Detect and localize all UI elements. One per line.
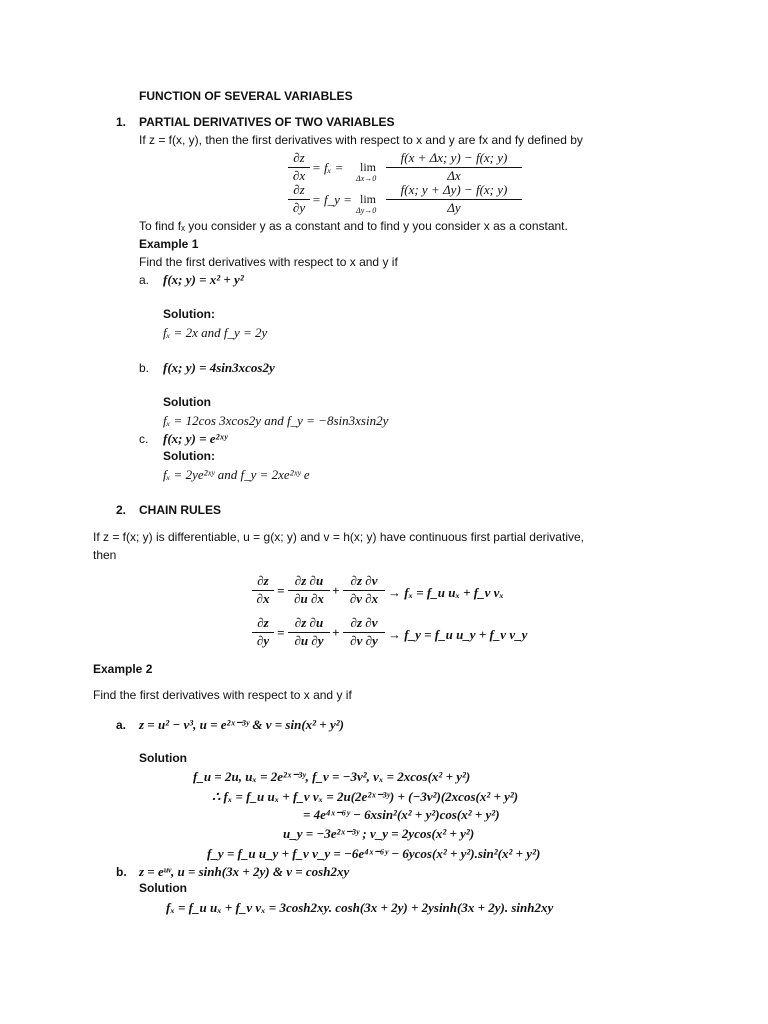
- ex2-a-line-4: u_y = −3e²ˣ⁻³ʸ ; v_y = 2ycos(x² + y²): [283, 826, 475, 841]
- eq1-numerator: f(x + Δx; y) − f(x; y): [400, 150, 508, 165]
- ex2-part-b-function: z = eᵘᵛ, u = sinh(3x + 2y) & v = cosh2xy: [139, 864, 350, 879]
- chain1-term1-numerator: ∂z ∂u: [294, 573, 324, 588]
- ex2-a-line-2: ∴ fₓ = f_u uₓ + f_v vₓ = 2u(2e²ˣ⁻³ʸ) + (−3v²)(2xcos(x² + y²): [212, 789, 519, 804]
- part-b-solution: fₓ = 12cos 3xcos2y and f_y = −8sin3xsin2y: [163, 413, 389, 428]
- eq2-denominator: Δy: [447, 200, 461, 215]
- eq1-lhs-denominator: ∂x: [292, 168, 306, 183]
- eq1-lim-sub: Δx→0: [356, 174, 377, 183]
- eq2-lhs-denominator: ∂y: [292, 200, 306, 215]
- section-2-heading: CHAIN RULES: [139, 503, 222, 517]
- section-2-intro-line1: If z = f(x; y) is differentiable, u = g(x; y) and v = h(x; y) have continuous first partial derivative,: [93, 530, 584, 544]
- eq2-lim-sub: Δy→0: [356, 206, 377, 215]
- ex2-a-line-3: = 4e⁴ˣ⁻⁶ʸ − 6xsin²(x² + y²)cos(x² + y²): [303, 807, 500, 822]
- ex2-part-a-function: z = u² − v³, u = e²ˣ⁻³ʸ & v = sin(x² + y²): [139, 717, 344, 732]
- chain2-rhs: → f_y = f_u u_y + f_v v_y: [388, 627, 528, 642]
- part-c-solution-label: Solution:: [163, 449, 215, 463]
- part-c-label: c.: [139, 432, 149, 446]
- chain2-term2-numerator: ∂z ∂v: [350, 615, 378, 630]
- chain2-lhs-denominator: ∂y: [256, 633, 270, 648]
- eq1-denominator: Δx: [447, 168, 461, 183]
- part-a-solution: fₓ = 2x and f_y = 2y: [163, 325, 268, 340]
- chain1-term1-denominator: ∂u ∂x: [294, 591, 324, 606]
- chain1-term2-denominator: ∂v ∂x: [349, 591, 379, 606]
- chain1-term2-numerator: ∂z ∂v: [350, 573, 378, 588]
- chain1-lhs-numerator: ∂z: [257, 573, 269, 588]
- part-a-label: a.: [139, 273, 150, 287]
- section-2-intro-line2: then: [93, 548, 117, 562]
- eq2-lhs-numerator: ∂z: [293, 182, 305, 197]
- chain1-lhs-denominator: ∂x: [256, 591, 270, 606]
- ex2-part-a-label: a.: [116, 718, 127, 732]
- part-a-function: f(x; y) = x² + y²: [163, 272, 244, 287]
- example-2-task: Find the first derivatives with respect to x and y if: [93, 688, 352, 702]
- chain2-term1-numerator: ∂z ∂u: [294, 615, 324, 630]
- section-1-number: 1.: [116, 115, 127, 129]
- section-2-number: 2.: [116, 503, 127, 517]
- eq1-lhs-numerator: ∂z: [293, 150, 305, 165]
- example-2-title: Example 2: [93, 662, 153, 676]
- eq2-lim: lim: [360, 192, 377, 206]
- to-find-note: To find fₓ you consider y as a constant and to find y you consider x as a constant.: [139, 219, 568, 233]
- ex2-a-line-5: f_y = f_u u_y + f_v v_y = −6e⁴ˣ⁻⁶ʸ − 6ycos(x² + y²).sin²(x² + y²): [207, 846, 541, 861]
- chain2-term1-denominator: ∂u ∂y: [294, 633, 324, 648]
- example-1-task: Find the first derivatives with respect to x and y if: [139, 255, 398, 269]
- chain2-term2-denominator: ∂v ∂y: [350, 633, 378, 648]
- section-1-intro: If z = f(x, y), then the first derivatives with respect to x and y are fx and fy defined by: [139, 133, 583, 147]
- eq2-middle: = f_y =: [312, 192, 352, 207]
- eq2-numerator: f(x; y + Δy) − f(x; y): [400, 182, 508, 197]
- ex2-b-line: fₓ = f_u uₓ + f_v vₓ = 3cosh2xy. cosh(3x + 2y) + 2ysinh(3x + 2y). sinh2xy: [166, 900, 554, 915]
- example-1-title: Example 1: [139, 237, 199, 251]
- eq1-lim: lim: [360, 160, 377, 174]
- section-1-heading: PARTIAL DERIVATIVES OF TWO VARIABLES: [139, 115, 395, 129]
- ex2-part-b-label: b.: [116, 865, 127, 879]
- part-b-function: f(x; y) = 4sin3xcos2y: [163, 360, 275, 375]
- ex2-a-line-1: f_u = 2u, uₓ = 2e²ˣ⁻³ʸ, f_v = −3v², vₓ = 2xcos(x² + y²): [193, 769, 471, 784]
- part-c-solution: fₓ = 2ye²ˣʸ and f_y = 2xe²ˣʸ e: [163, 467, 310, 482]
- part-b-solution-label: Solution: [163, 395, 211, 409]
- part-a-solution-label: Solution:: [163, 307, 215, 321]
- part-c-function: f(x; y) = e²ˣʸ: [163, 431, 228, 446]
- chain1-rhs: → fₓ = f_u uₓ + f_v vₓ: [388, 585, 504, 600]
- eq1-middle: = fₓ =: [312, 160, 344, 175]
- ex2-part-b-solution-label: Solution: [139, 881, 187, 895]
- ex2-part-a-solution-label: Solution: [139, 751, 187, 765]
- document-title: FUNCTION OF SEVERAL VARIABLES: [139, 89, 353, 103]
- part-b-label: b.: [139, 361, 150, 375]
- chain2-lhs-numerator: ∂z: [257, 615, 269, 630]
